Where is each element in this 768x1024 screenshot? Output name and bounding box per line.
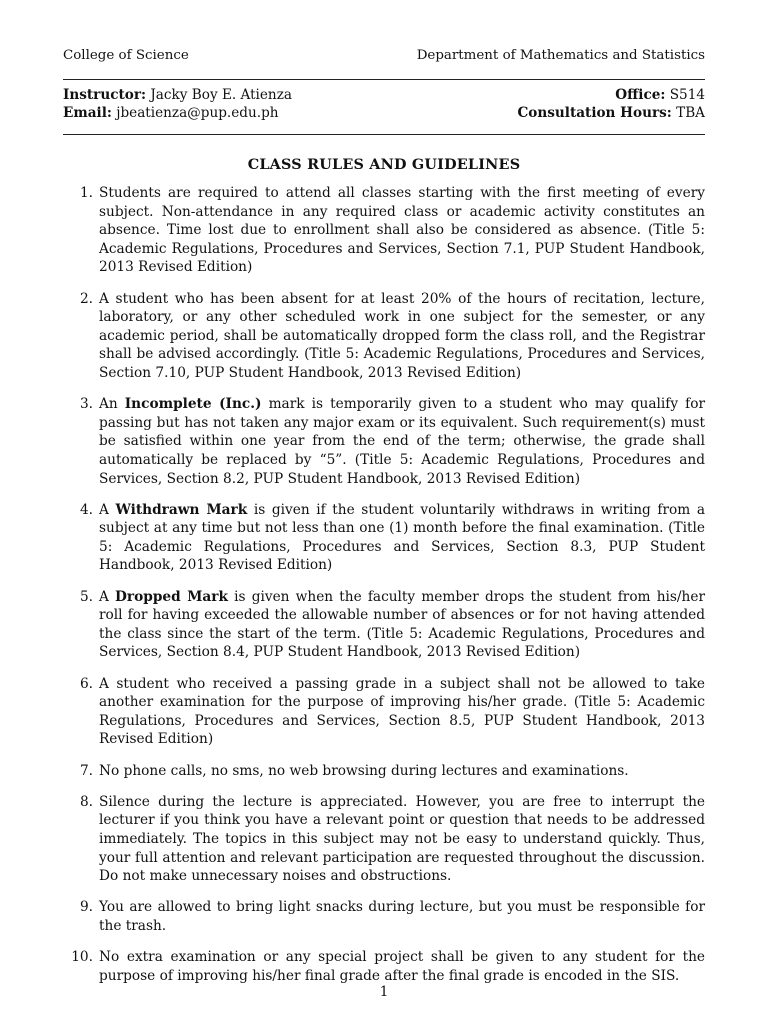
rule-text: Silence during the lecture is appreciated. However, you are free to interrupt the lecturer if you think you have a relevant point or question that needs to be addressed immediately. The topics in this subject may not be easy to understand quickly. Thus, your full attention and relevant participation are requested throughout the discussion. Do not make unnecessary noises and obstructions. (99, 793, 705, 885)
rule-item (63, 898, 705, 935)
rule-text: Students are required to attend all classes starting with the first meeting of every subject. Non-attendance in any required class or academic activity constitutes an absence. Time lost due to enrollment shall also be considered as absence. (Title 5: Academic Regulations, Procedures and Services, Section 7.1, PUP Student Handbook, 2013 Revised Edition) (99, 185, 705, 276)
rule-item (63, 588, 705, 662)
rule-item (63, 501, 705, 575)
rule-bold-term: Incomplete (Inc.) (124, 396, 262, 413)
rule-item (63, 762, 705, 781)
header-divider (63, 79, 705, 80)
rule-bold-term: Dropped Mark (115, 588, 228, 605)
rule-item (63, 395, 705, 488)
rule-number: 7. (79, 762, 93, 779)
page-number: 1 (379, 984, 389, 1000)
rule-number: 2. (79, 290, 93, 307)
instructor-label: Instructor: (63, 87, 147, 103)
consultation-info (517, 104, 705, 123)
rule-text: No extra examination or any special project shall be given to any student for the purpose of improving his/her final grade after the final grade is encoded in the SIS. (99, 949, 705, 984)
email-label: Email: (63, 105, 112, 121)
email-value: jbeatienza@pup.edu.ph (116, 105, 279, 121)
instructor-row (63, 86, 705, 105)
rule-text-continued: is given when the faculty member drops the student from his/her roll for having exceeded the allowable number of absences or for not having attended the class since the start of the term. (Title 5: Academic Regulations, Procedures and Services, Section 8.4, PUP Student Handbook, 2013 Revised Edition) (99, 588, 705, 661)
instructor-name: Jacky Boy E. Atienza (150, 87, 292, 103)
department-name: Department of Mathematics and Statistics (416, 48, 705, 63)
rule-text: A (99, 501, 116, 518)
email-row (63, 104, 705, 123)
office-label: Office: (615, 87, 666, 103)
rule-item (63, 948, 705, 985)
rule-number: 10. (71, 949, 93, 966)
rule-number: 1. (79, 185, 93, 201)
info-divider (63, 134, 705, 135)
rule-number: 6. (79, 675, 93, 692)
rule-text: An (99, 396, 125, 413)
rule-number: 3. (79, 396, 93, 413)
rule-text: You are allowed to bring light snacks during lecture, but you must be responsible for the trash. (99, 899, 705, 934)
rule-item (63, 290, 705, 383)
rule-text-continued: mark is temporarily given to a student who may qualify for passing but has not taken any major exam or its equivalent. Such requirement(s) must be satisfied within one year from the end of the term; otherwise, the grade shall automatically be replaced by “5”. (Title 5: Academic Regulations, Procedures and Services, Section 8.2, PUP Student Handbook, 2013 Revised Edition) (99, 396, 706, 487)
consultation-value: TBA (676, 105, 705, 121)
email-info (63, 104, 279, 123)
college-name: College of Science (63, 48, 189, 63)
rule-number: 4. (79, 501, 93, 518)
rule-number: 5. (79, 588, 93, 605)
office-value: S514 (669, 87, 705, 103)
office-info (615, 86, 705, 105)
rule-item (63, 675, 705, 749)
rule-number: 8. (79, 793, 93, 810)
rule-text: A student who has been absent for at least 20% of the hours of recitation, lecture, laboratory, or any other scheduled work in one subject for the semester, or any academic period, shall be automatically dropped form the class roll, and the Registrar shall be advised accordingly. (Title 5: Academic Regulations, Procedures and Services, Section 7.10, PUP Student Handbook, 2013 Revised Edition) (99, 290, 705, 381)
rules-list (63, 184, 705, 998)
rule-bold-term: Withdrawn Mark (115, 501, 248, 518)
rule-number: 9. (79, 899, 93, 916)
consultation-label: Consultation Hours: (517, 105, 672, 121)
page-title: CLASS RULES AND GUIDELINES (247, 156, 521, 173)
rule-item (63, 184, 705, 277)
rule-item (63, 793, 705, 886)
rule-text: A student who received a passing grade in a subject shall not be allowed to take another examination for the purpose of improving his/her grade. (Title 5: Academic Regulations, Procedures and Services, Section 8.5, PUP Student Handbook, 2013 Revised Edition) (99, 675, 705, 748)
rule-text: No phone calls, no sms, no web browsing during lectures and examinations. (99, 762, 629, 779)
instructor-info (63, 86, 292, 105)
rule-text: A (99, 588, 116, 605)
rule-text-continued: is given if the student voluntarily withdraws in writing from a subject at any time but not less than one (1) month before the final examination. (Title 5: Academic Regulations, Procedures and Services, Section 8.3, PUP Student Handbook, 2013 Revised Edition) (99, 501, 705, 574)
page-header (63, 47, 705, 65)
